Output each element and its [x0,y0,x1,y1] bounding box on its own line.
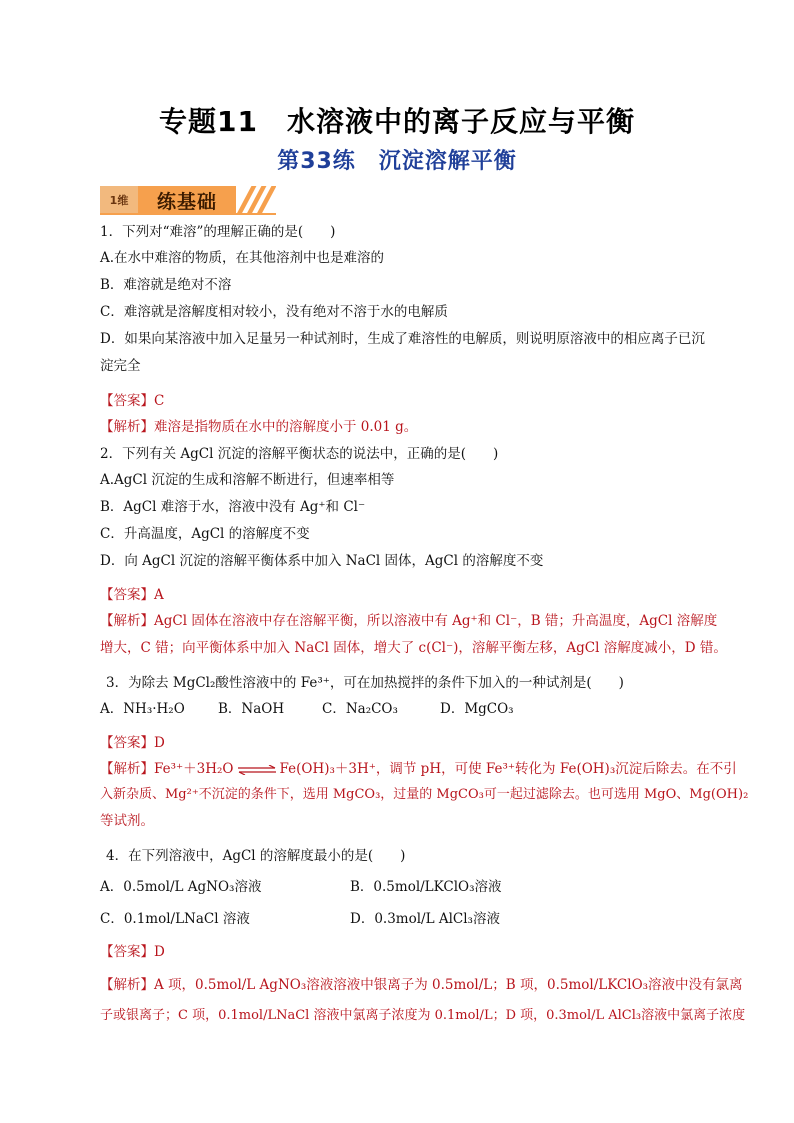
page-subtitle: 第33练 沉淀溶解平衡 [277,149,517,174]
analysis-label: 【解析】 [100,419,154,435]
analysis-label: 【解析】 [100,761,154,777]
answer-label: 【答案】 [100,393,154,409]
q4-options-row2 [100,910,500,928]
q4-option-b: B．0.5mol/LKClO₃溶液 [350,879,502,895]
banner-stripes-decoration [236,186,276,214]
q1-stem: 1．下列对“难溶”的理解正确的是( ) [100,224,336,240]
q1-option-c: C．难溶就是溶解度相对较小，没有绝对不溶于水的电解质 [100,304,448,320]
page-title: 专题11 水溶液中的离子反应与平衡 [159,105,635,138]
q3-option-a: A．NH₃·H₂O [100,701,185,717]
analysis-eq-left: Fe³⁺＋3H₂O [154,761,234,777]
analysis-eq-right: Fe(OH)₃＋3H⁺，调节 pH，可使 Fe³⁺转化为 Fe(OH)₃沉淀后除去。在不引 [279,761,737,777]
analysis-text: 难溶是指物质在水中的溶解度小于 0.01 g。 [154,419,418,435]
q4-option-c: C．0.1mol/LNaCl 溶液 [100,911,250,927]
analysis-label: 【解析】 [100,613,154,629]
q2-option-b: B．AgCl 难溶于水，溶液中没有 Ag⁺和 Cl⁻ [100,499,366,515]
q3-options [100,700,514,718]
q2-answer [100,586,728,604]
answer-value: D [154,944,165,960]
banner-tag: 1维 [100,186,138,214]
q3-answer [100,734,728,752]
analysis-text: A 项，0.5mol/L AgNO₃溶液溶液中银离子为 0.5mol/L；B 项，0.5mol/LKClO₃溶液中没有氯离 [154,977,743,993]
q2-option-a: A.AgCl 沉淀的生成和溶解不断进行，但速率相等 [100,472,395,488]
q1-answer [100,392,728,410]
answer-value: A [154,587,164,603]
q2-option-c: C．升高温度，AgCl 的溶解度不变 [100,526,310,542]
q2-analysis [100,612,728,630]
answer-label: 【答案】 [100,587,154,603]
q1-analysis [100,418,728,436]
q3-analysis-cont: 入新杂质、Mg²⁺不沉淀的条件下，选用 MgCO₃，过量的 MgCO₃可一起过滤除去。也可选用 MgO、Mg(OH)₂ [100,787,749,802]
analysis-text: AgCl 固体在溶液中存在溶解平衡，所以溶液中有 Ag⁺和 Cl⁻，B 错；升高温度，AgCl 溶解度 [154,613,718,629]
q2-analysis-cont: 增大，C 错；向平衡体系中加入 NaCl 固体，增大了 c(Cl⁻)，溶解平衡左移，AgCl 溶解度减小，D 错。 [100,640,727,656]
equilibrium-arrow-icon [237,765,277,775]
q4-analysis [100,976,743,994]
q4-stem: 4．在下列溶液中，AgCl 的溶解度最小的是( ) [106,848,406,864]
q4-option-d: D．0.3mol/L AlCl₃溶液 [350,911,500,927]
q3-option-b: B．NaOH [218,701,285,717]
q1-option-d: D．如果向某溶液中加入足量另一种试剂时，生成了难溶性的电解质，则说明原溶液中的相应离子已沉 [100,331,705,347]
q1-option-d-cont: 淀完全 [100,358,141,374]
q4-analysis-cont: 子或银离子；C 项，0.1mol/LNaCl 溶液中氯离子浓度为 0.1mol/L；D 项，0.3mol/L AlCl₃溶液中氯离子浓度 [100,1008,746,1023]
section-banner [100,186,276,214]
q3-analysis-cont2: 等试剂。 [100,813,154,829]
answer-label: 【答案】 [100,944,154,960]
banner-underline [100,213,276,215]
analysis-label: 【解析】 [100,977,154,993]
q3-option-c: C．Na₂CO₃ [322,701,398,717]
q4-answer [100,943,728,961]
q3-stem: 3．为除去 MgCl₂酸性溶液中的 Fe³⁺，可在加热搅拌的条件下加入的一种试剂是( ) [106,675,624,691]
q3-analysis [100,760,737,778]
answer-value: C [154,393,165,409]
q1-option-a: A.在水中难溶的物质，在其他溶剂中也是难溶的 [100,250,385,266]
q3-option-d: D．MgCO₃ [440,701,514,717]
q4-option-a: A．0.5mol/L AgNO₃溶液 [100,879,262,895]
q4-options-row1 [100,878,502,896]
q2-stem: 2．下列有关 AgCl 沉淀的溶解平衡状态的说法中，正确的是( ) [100,446,499,462]
banner-label: 练基础 [138,186,236,214]
q2-option-d: D．向 AgCl 沉淀的溶解平衡体系中加入 NaCl 固体，AgCl 的溶解度不变 [100,553,544,569]
q1-option-b: B．难溶就是绝对不溶 [100,277,232,293]
answer-value: D [154,735,165,751]
answer-label: 【答案】 [100,735,154,751]
